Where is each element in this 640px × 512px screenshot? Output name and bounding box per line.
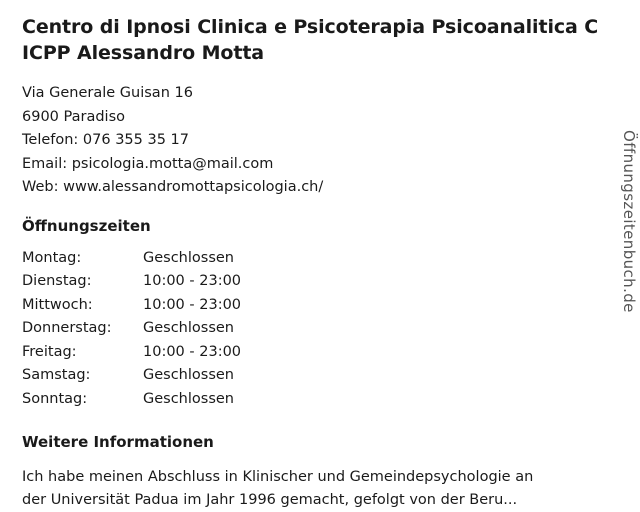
day-hours: Geschlossen	[143, 390, 234, 407]
day-hours: Geschlossen	[143, 320, 234, 336]
table-row	[22, 320, 241, 344]
table-row	[22, 367, 241, 391]
opening-hours-table	[22, 250, 241, 415]
day-label: Montag:	[22, 249, 82, 266]
more-information-line-2: der Universität Padua im Jahr 1996 gemacht, gefolgt von der Beru...	[22, 492, 518, 508]
address-street: Via Generale Guisan 16	[22, 85, 193, 101]
table-row	[22, 391, 241, 415]
day-hours: 10:00 - 23:00	[143, 296, 242, 313]
page-title	[22, 14, 620, 66]
more-information-text	[22, 466, 620, 512]
watermark-label: Öffnungszeitenbuch.de	[620, 130, 638, 313]
email-address: Email: psicologia.motta@mail.com	[22, 155, 274, 172]
table-row	[22, 273, 241, 297]
day-label: Samstag:	[22, 367, 91, 383]
day-hours: Geschlossen	[143, 249, 234, 266]
more-information-heading: Weitere Informationen	[22, 433, 214, 451]
phone-number: Telefon: 076 355 35 17	[22, 132, 190, 148]
day-label: Mittwoch:	[22, 296, 93, 313]
page-title-line-2: ICPP Alessandro Motta	[22, 42, 265, 64]
table-row	[22, 344, 241, 368]
address-city: 6900 Paradiso	[22, 108, 125, 125]
table-row	[22, 297, 241, 321]
day-hours: 10:00 - 23:00	[143, 273, 242, 289]
table-row	[22, 250, 241, 274]
opening-hours-heading: Öffnungszeiten	[22, 216, 151, 235]
day-hours: Geschlossen	[143, 367, 234, 383]
website-url: Web: www.alessandromottapsicologia.ch/	[22, 179, 324, 195]
day-label: Donnerstag:	[22, 320, 112, 336]
page-title-line-1: Centro di Ipnosi Clinica e Psicoterapia Psicoanalitica C	[22, 16, 599, 38]
more-information-line-1: Ich habe meinen Abschluss in Klinischer und Gemeindepsychologie an	[22, 469, 534, 485]
contact-block	[22, 82, 620, 200]
day-label: Sonntag:	[22, 390, 88, 407]
day-label: Dienstag:	[22, 273, 92, 289]
day-hours: 10:00 - 23:00	[143, 343, 242, 360]
day-label: Freitag:	[22, 343, 77, 360]
